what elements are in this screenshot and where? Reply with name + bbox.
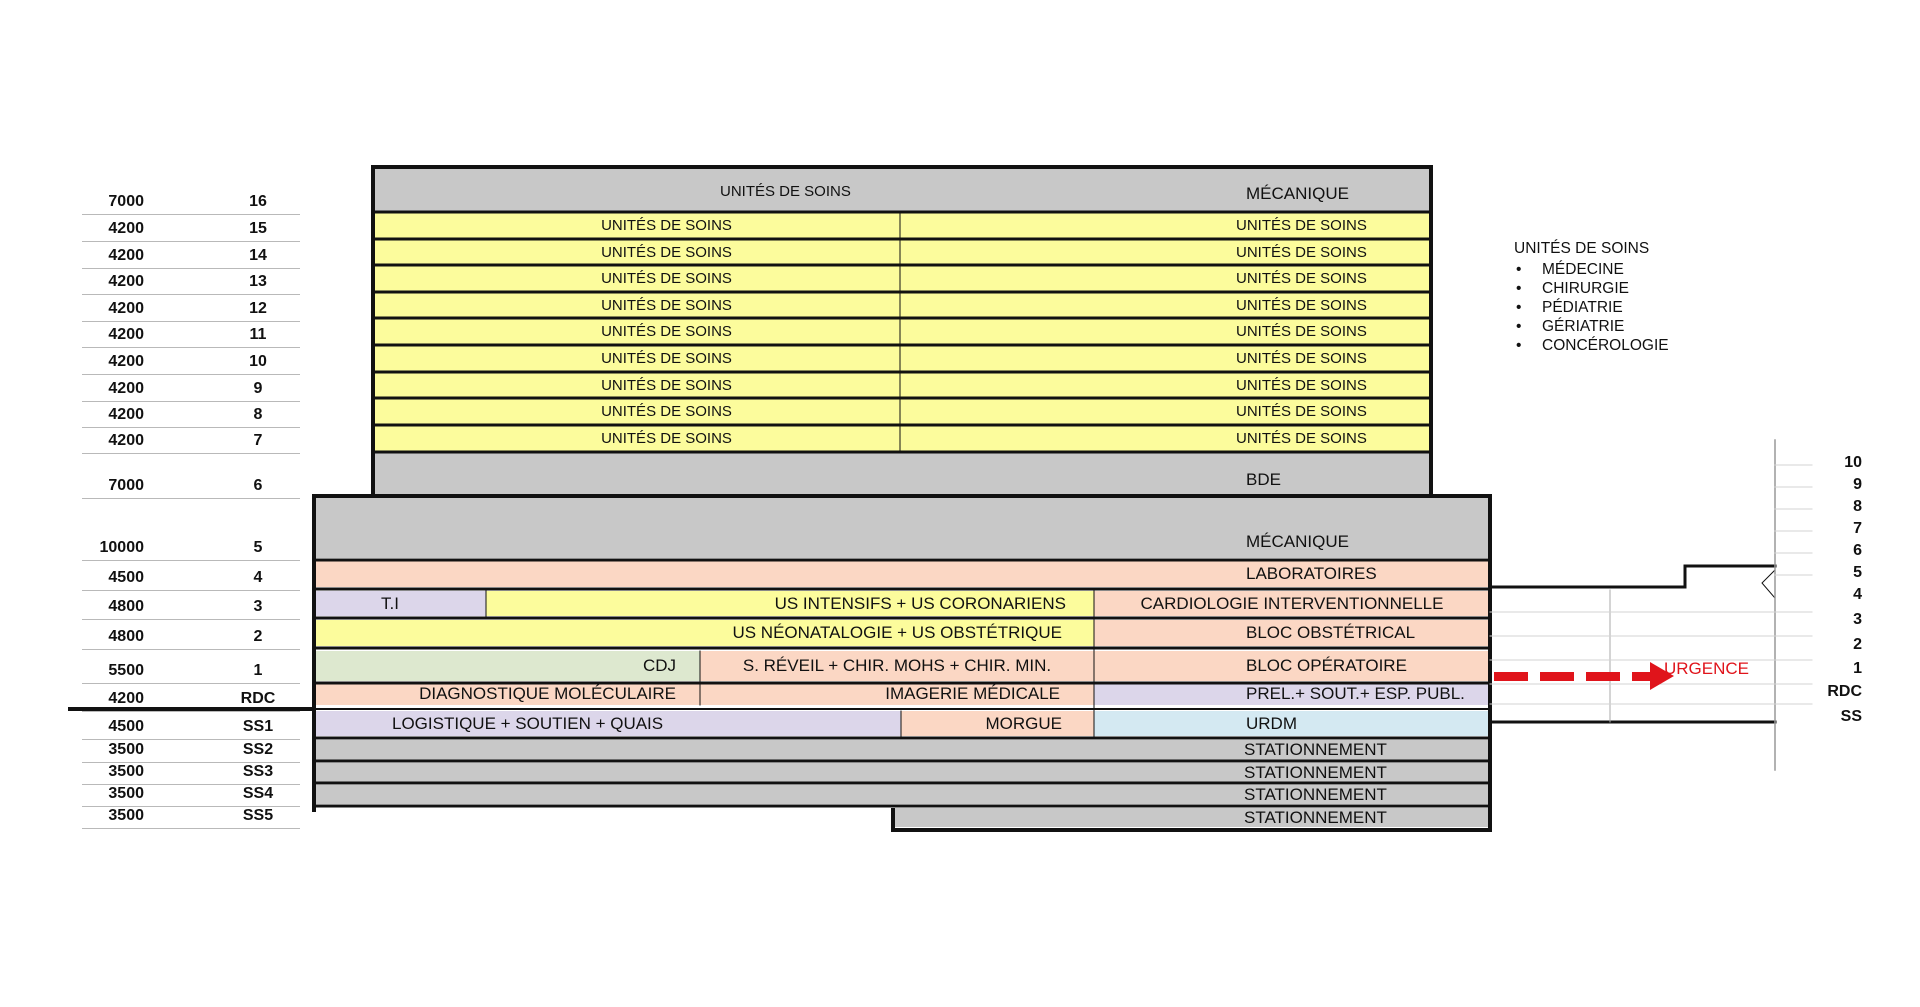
level-height: 4500 xyxy=(108,718,144,735)
care-floor-right-text: UNITÉS DE SOINS xyxy=(1236,403,1367,420)
floor-5-mechanical-label: MÉCANIQUE xyxy=(1246,532,1349,551)
care-floor-right-label xyxy=(900,373,1431,398)
level-height: 4800 xyxy=(108,598,144,615)
level-name: 3 xyxy=(253,598,263,615)
care-floor-left-label xyxy=(373,213,900,238)
level-rule xyxy=(82,427,300,428)
care-floor-left-text: UNITÉS DE SOINS xyxy=(601,217,732,234)
floor-3-cardiologie: CARDIOLOGIE INTERVENTIONNELLE xyxy=(1094,591,1490,616)
level-rule xyxy=(82,374,300,375)
right-level-label: 2 xyxy=(1853,636,1862,653)
level-height: 3500 xyxy=(108,785,144,802)
level-height: 4200 xyxy=(108,432,144,449)
level-name: 8 xyxy=(253,406,263,423)
floor-16-care-label: UNITÉS DE SOINS xyxy=(720,183,851,200)
legend-item: • CHIRURGIE xyxy=(1514,279,1669,298)
care-floor-right-label xyxy=(900,293,1431,318)
ss1-urdm: URDM xyxy=(1094,711,1490,736)
legend-item: • CONCÉROLOGIE xyxy=(1514,336,1669,355)
level-height: 10000 xyxy=(99,539,144,556)
care-floor-left-label xyxy=(373,266,900,291)
rdc-prelevements: PREL.+ SOUT.+ ESP. PUBL. xyxy=(1094,683,1490,705)
ss4-parking: STATIONNEMENT xyxy=(314,785,1490,804)
right-level-label: 7 xyxy=(1853,520,1862,537)
rdc-diagnostique-moleculaire: DIAGNOSTIQUE MOLÉCULAIRE xyxy=(314,683,700,705)
care-floor-left-label xyxy=(373,399,900,424)
level-height: 4200 xyxy=(108,380,144,397)
legend-list xyxy=(1514,260,1669,355)
right-level-label: 8 xyxy=(1853,498,1862,515)
level-rule xyxy=(82,649,300,650)
right-level-label: 9 xyxy=(1853,476,1862,493)
care-floor-right-label xyxy=(900,399,1431,424)
level-name: 10 xyxy=(249,353,267,370)
level-rule xyxy=(82,828,300,829)
urgence-label: URGENCE xyxy=(1664,659,1750,678)
level-name: 7 xyxy=(253,432,263,449)
care-floor-left-text: UNITÉS DE SOINS xyxy=(601,350,732,367)
care-floor-right-text: UNITÉS DE SOINS xyxy=(1236,217,1367,234)
care-floor-right-text: UNITÉS DE SOINS xyxy=(1236,297,1367,314)
level-rule xyxy=(82,498,300,499)
floor-16-mechanical-label: MÉCANIQUE xyxy=(1246,184,1349,203)
care-units-legend xyxy=(1514,240,1669,355)
ss1-logistique: LOGISTIQUE + SOUTIEN + QUAIS xyxy=(314,711,901,736)
level-height: 7000 xyxy=(108,193,144,210)
care-floor-left-text: UNITÉS DE SOINS xyxy=(601,270,732,287)
rdc-imagerie-medicale: IMAGERIE MÉDICALE xyxy=(700,683,1094,705)
level-height: 7000 xyxy=(108,477,144,494)
level-height: 3500 xyxy=(108,807,144,824)
level-height: 3500 xyxy=(108,763,144,780)
floor-2-bloc-obstetrical: BLOC OBSTÉTRICAL xyxy=(1094,620,1490,646)
level-name: 6 xyxy=(253,477,263,494)
level-rule xyxy=(82,619,300,620)
care-floor-right-text: UNITÉS DE SOINS xyxy=(1236,430,1367,447)
floor-4-laboratoires-label: LABORATOIRES xyxy=(1246,564,1377,583)
care-floor-left-label xyxy=(373,373,900,398)
legend-title: UNITÉS DE SOINS xyxy=(1514,240,1650,257)
level-rule xyxy=(82,214,300,215)
right-level-label: 3 xyxy=(1853,611,1862,628)
legend-item: • MÉDECINE xyxy=(1514,260,1669,279)
ss2-parking: STATIONNEMENT xyxy=(314,740,1490,760)
level-height: 5500 xyxy=(108,662,144,679)
level-height: 3500 xyxy=(108,741,144,758)
level-name: 12 xyxy=(249,300,267,317)
level-height: 4200 xyxy=(108,690,144,707)
level-name: 9 xyxy=(253,380,263,397)
right-level-label: 5 xyxy=(1853,564,1862,581)
floor-6-bde-label: BDE xyxy=(1246,470,1281,489)
care-floor-left-label xyxy=(373,293,900,318)
care-floor-right-label xyxy=(900,319,1431,344)
level-name: 15 xyxy=(249,220,267,237)
level-rule xyxy=(82,453,300,454)
level-name: SS4 xyxy=(242,785,274,802)
floor-1-bloc-operatoire: BLOC OPÉRATOIRE xyxy=(1094,651,1490,681)
level-rule xyxy=(82,683,300,684)
level-name: 5 xyxy=(253,539,263,556)
level-rule xyxy=(82,739,300,740)
care-floor-left-text: UNITÉS DE SOINS xyxy=(601,430,732,447)
level-name: 2 xyxy=(253,628,263,645)
right-level-label: 1 xyxy=(1853,660,1862,677)
floor-2-us-neonatalogie: US NÉONATALOGIE + US OBSTÉTRIQUE xyxy=(314,620,1094,646)
level-rule xyxy=(82,321,300,322)
level-name: SS1 xyxy=(242,718,274,735)
level-name: 16 xyxy=(249,193,267,210)
ss5-parking: STATIONNEMENT xyxy=(895,808,1490,827)
care-floor-left-text: UNITÉS DE SOINS xyxy=(601,377,732,394)
level-rule xyxy=(82,711,300,712)
care-floor-left-label xyxy=(373,426,900,451)
floor-1-salle-reveil: S. RÉVEIL + CHIR. MOHS + CHIR. MIN. xyxy=(700,651,1094,681)
level-height: 4200 xyxy=(108,220,144,237)
level-height: 4200 xyxy=(108,300,144,317)
level-rule xyxy=(82,401,300,402)
care-floor-left-text: UNITÉS DE SOINS xyxy=(601,323,732,340)
right-level-label: 6 xyxy=(1853,542,1862,559)
level-height: 4200 xyxy=(108,326,144,343)
right-level-label: SS xyxy=(1840,708,1862,725)
care-floor-right-text: UNITÉS DE SOINS xyxy=(1236,377,1367,394)
care-floor-right-label xyxy=(900,426,1431,451)
level-name: SS3 xyxy=(242,763,274,780)
care-floor-right-text: UNITÉS DE SOINS xyxy=(1236,244,1367,261)
level-rule xyxy=(82,590,300,591)
legend-item: • GÉRIATRIE xyxy=(1514,317,1669,336)
care-floor-right-label xyxy=(900,266,1431,291)
level-name: SS5 xyxy=(242,807,274,824)
level-rule xyxy=(82,560,300,561)
level-name: 14 xyxy=(249,247,267,264)
right-level-label: 10 xyxy=(1844,454,1862,471)
level-name: 11 xyxy=(249,326,267,343)
level-height: 4500 xyxy=(108,569,144,586)
level-rule xyxy=(82,347,300,348)
care-floor-right-label xyxy=(900,346,1431,371)
level-name: SS2 xyxy=(242,741,274,758)
level-height: 4800 xyxy=(108,628,144,645)
care-floor-right-label xyxy=(900,240,1431,265)
level-height: 4200 xyxy=(108,273,144,290)
level-name: 4 xyxy=(253,569,263,586)
care-floor-right-label xyxy=(900,213,1431,238)
level-height: 4200 xyxy=(108,406,144,423)
level-rule xyxy=(82,241,300,242)
level-rule xyxy=(82,268,300,269)
ss1-morgue: MORGUE xyxy=(901,711,1094,736)
right-level-label: 4 xyxy=(1853,586,1862,603)
care-floor-left-text: UNITÉS DE SOINS xyxy=(601,244,732,261)
care-floor-left-label xyxy=(373,319,900,344)
level-name: 1 xyxy=(253,662,263,679)
care-floor-left-label xyxy=(373,346,900,371)
level-name: RDC xyxy=(240,690,276,707)
ss3-parking: STATIONNEMENT xyxy=(314,763,1490,782)
care-floor-left-label xyxy=(373,240,900,265)
floor-1-cdj: CDJ xyxy=(314,651,700,681)
level-height: 4200 xyxy=(108,353,144,370)
care-floor-right-text: UNITÉS DE SOINS xyxy=(1236,350,1367,367)
level-name: 13 xyxy=(249,273,267,290)
care-floor-right-text: UNITÉS DE SOINS xyxy=(1236,270,1367,287)
legend-item: • PÉDIATRIE xyxy=(1514,298,1669,317)
floor-3-ti: T.I xyxy=(314,591,486,616)
right-level-label: RDC xyxy=(1827,683,1862,700)
floor-3-us-intensifs: US INTENSIFS + US CORONARIENS xyxy=(486,591,1094,616)
care-floor-left-text: UNITÉS DE SOINS xyxy=(601,403,732,420)
level-rule xyxy=(82,294,300,295)
care-floor-left-text: UNITÉS DE SOINS xyxy=(601,297,732,314)
level-height: 4200 xyxy=(108,247,144,264)
care-floor-right-text: UNITÉS DE SOINS xyxy=(1236,323,1367,340)
